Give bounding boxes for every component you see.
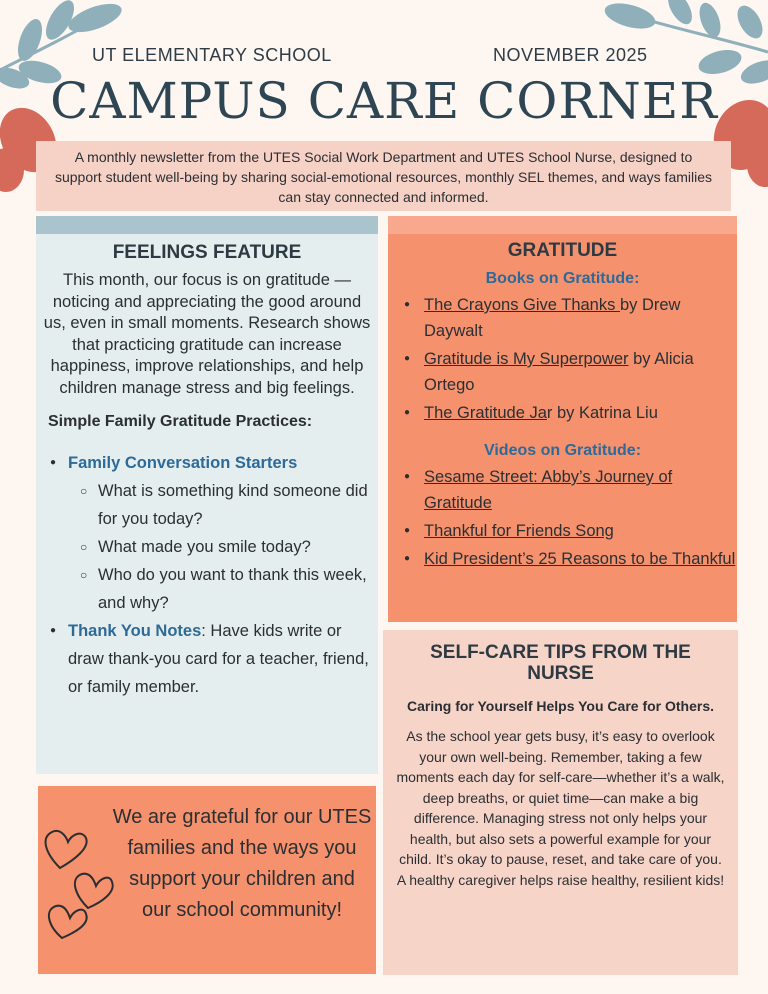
intro-text: A monthly newsletter from the UTES Social Work Department and UTES School Nurse, designed to support student well-being by sharing social-emotional resources, monthly SEL themes, and ways families can stay connected and informed. xyxy=(36,141,731,211)
school-name: UT ELEMENTARY SCHOOL xyxy=(92,45,332,65)
list-item: ○ What made you smile today? xyxy=(80,533,378,561)
gratitude-panel xyxy=(388,216,737,622)
video-link[interactable]: Thankful for Friends Song xyxy=(424,522,614,540)
feelings-body: This month, our focus is on gratitude — noticing and appreciating the good around us, even in small moments. Research shows that practicing gratitude can increase happiness, improve relationships, and help children manage stress and big feelings. xyxy=(43,271,371,397)
practices-heading: Simple Family Gratitude Practices: xyxy=(48,413,313,430)
self-care-panel xyxy=(383,630,738,975)
list-item: ○ What is something kind someone did for you today? xyxy=(80,477,378,533)
books-heading: Books on Gratitude: xyxy=(485,270,640,287)
list-item: ○ Who do you want to thank this week, and why? xyxy=(80,561,378,617)
videos-list xyxy=(404,464,737,572)
list-item xyxy=(50,617,378,701)
list-item xyxy=(404,518,737,544)
notes-label: Thank You Notes xyxy=(68,622,202,640)
book-link[interactable]: The Crayons Give Thanks xyxy=(424,296,620,314)
page-title: CAMPUS CARE CORNER xyxy=(50,72,718,130)
panel-accent-bar xyxy=(36,216,378,234)
thanks-panel xyxy=(38,786,376,974)
video-link[interactable]: Sesame Street: Abby’s Journey of Gratitude xyxy=(424,468,673,512)
practices-list xyxy=(50,449,378,701)
list-item xyxy=(50,449,378,617)
hearts-icon xyxy=(38,786,118,974)
book-author: by Alicia Ortego xyxy=(424,350,694,394)
self-care-heading: SELF-CARE TIPS FROM THE NURSE xyxy=(430,642,691,684)
list-item xyxy=(404,464,737,516)
book-link[interactable]: Gratitude is My Superpower xyxy=(424,350,629,368)
panel-accent-bar xyxy=(388,216,737,234)
gratitude-heading: GRATITUDE xyxy=(507,240,618,261)
feelings-feature-panel xyxy=(36,216,378,774)
list-item xyxy=(404,400,737,426)
starters-list xyxy=(80,477,378,617)
list-item xyxy=(404,346,737,398)
book-link[interactable]: The Gratitude Ja xyxy=(424,404,547,422)
notes-text: : Have kids write or draw thank-you card for a teacher, friend, or family member. xyxy=(68,622,369,696)
video-link[interactable]: Kid President’s 25 Reasons to be Thankful xyxy=(424,550,736,568)
list-item xyxy=(404,292,737,344)
issue-date: NOVEMBER 2025 xyxy=(493,45,648,65)
self-care-subheading: Caring for Yourself Helps You Care for Others. xyxy=(406,698,715,714)
book-author: r by Katrina Liu xyxy=(546,404,658,422)
self-care-body: As the school year gets busy, it’s easy to overlook your own well-being. Remember, taking a few moments each day for self-care—whether it’s a walk, deep breaths, or quiet time—can make a big difference. Managing stress not only helps your health, but also sets a powerful example for your child. It’s okay to pause, reset, and take care of you. A healthy caregiver helps raise healthy, resilient kids! xyxy=(396,728,725,888)
starters-label: Family Conversation Starters xyxy=(68,454,298,472)
list-item xyxy=(404,546,737,572)
book-author: by Drew Daywalt xyxy=(424,296,681,340)
thanks-message: We are grateful for our UTES families and the ways you support your children and our school community! xyxy=(112,806,372,921)
videos-heading: Videos on Gratitude: xyxy=(483,442,642,459)
feelings-heading: FEELINGS FEATURE xyxy=(112,242,302,263)
books-list xyxy=(404,292,737,426)
